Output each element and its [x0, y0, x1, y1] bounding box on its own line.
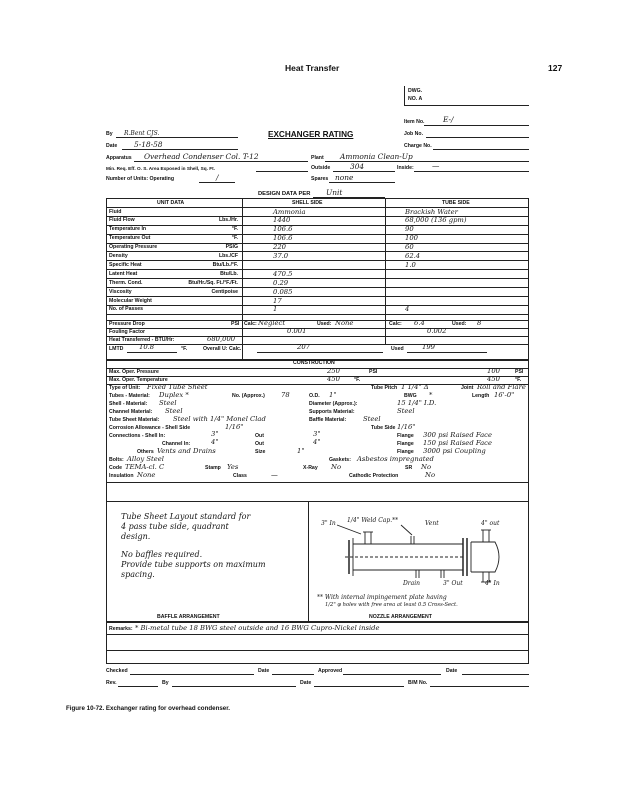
col-tube-side: TUBE SIDE [442, 200, 470, 206]
row-unit: °F. [231, 226, 238, 233]
bolts-value: Alloy Steel [127, 455, 164, 463]
conn-ch-in: 4" [211, 438, 219, 446]
max-press-tube: 100 [487, 367, 500, 375]
design-row [107, 261, 528, 270]
channel-value: Steel [165, 407, 183, 415]
channel-label: Channel Material: [109, 409, 153, 415]
units-label: Number of Units: Operating [106, 176, 175, 182]
design-row [107, 244, 528, 253]
flange1-label: Flange [397, 433, 414, 439]
tube-calc-value: 6.4 [414, 319, 425, 327]
tsheet-value: Steel with 1/4" Monel Clad [173, 415, 266, 423]
pressure-drop-label: Pressure Drop [109, 321, 145, 327]
sketch-notes [121, 512, 301, 580]
class-value: — [271, 471, 278, 479]
code-label: Code [109, 465, 122, 471]
od-label: O.D. [309, 393, 320, 399]
baffle-label: Baffle Material: [309, 417, 347, 423]
nz-4out: 4" out [481, 520, 500, 527]
max-press-shell: 250 [327, 367, 340, 375]
size-label: Size [255, 449, 266, 455]
max-temp-deg-shell: °F. [354, 377, 361, 383]
charge-label: Charge No. [404, 143, 432, 149]
row-shell-value: 0.29 [273, 278, 289, 287]
apparatus-value: Overhead Condenser Col. T-12 [144, 152, 259, 161]
overall-label: Overall U: Calc. [203, 346, 242, 352]
nz-note1: ** With internal impingement plate having [317, 594, 447, 601]
row-label: Temperature In [109, 226, 147, 233]
conn-shell-out: 3" [313, 430, 321, 438]
min-req-label: Min. Req. Eff. O. S. Area Exposed in Shell, Sq. Ft. [106, 166, 215, 171]
insul-value: None [137, 471, 156, 479]
figure-caption: Figure 10-72. Exchanger rating for overhead condenser. [66, 705, 231, 712]
units-value: / [216, 173, 219, 182]
max-temp-deg-tube: °F. [515, 377, 522, 383]
date-label: Date [106, 143, 118, 149]
design-row [107, 279, 528, 288]
nz-3out: 3" Out [443, 580, 463, 587]
design-row [107, 253, 528, 262]
baffle-caption: BAFFLE ARRANGEMENT [157, 614, 220, 620]
type-label: Type of Unit: [109, 385, 141, 391]
overall-used-label: Used [391, 346, 404, 352]
item-value: E-/ [443, 115, 454, 124]
row-shell-value: 220 [273, 243, 286, 252]
plant-label: Plant [311, 155, 324, 161]
conn-ch-out-label: Out [255, 441, 264, 447]
bwg-label: BWG [404, 393, 417, 399]
nz-vent: Vent [425, 520, 439, 527]
row-shell-value: 0.085 [273, 287, 293, 296]
row-unit: PSIG [225, 244, 238, 251]
row-unit: Centipoise [211, 288, 238, 295]
col-shell-side: SHELL SIDE [292, 200, 323, 206]
nz-note2: 1/2" φ holes with free area at least 0.5 Cross-Sect. [325, 602, 458, 608]
design-title: DESIGN DATA PER [258, 191, 311, 197]
bm-label: B/M No. [408, 680, 428, 686]
plant-value: Ammonia Clean-Up [340, 152, 413, 161]
row-shell-value: 1440 [273, 216, 291, 225]
row-shell-value: 1 [273, 305, 278, 314]
construction-section [106, 360, 529, 502]
overall-calc-value: 207 [297, 343, 310, 351]
design-row [107, 306, 528, 315]
max-temp-tube: 450 [487, 375, 500, 383]
spares-value: none [335, 173, 354, 182]
row-shell-value: 17 [273, 296, 282, 305]
job-label: Job No. [404, 131, 424, 137]
sketch-area [106, 502, 529, 622]
length-label: Length [472, 393, 490, 399]
row-label: Fluid Flow [109, 217, 135, 224]
row-label: Temperature Out [109, 235, 151, 242]
row-tube-value: 100 [405, 234, 418, 243]
tubeside-label: Tube Side [371, 425, 396, 431]
row-label: Specific Heat [109, 261, 142, 268]
design-row [107, 226, 528, 235]
note-line: 4 pass tube side, quadrant [121, 522, 229, 531]
code-value: TEMA-cl. C [125, 463, 165, 471]
lmtd-unit: °F. [181, 346, 188, 352]
tube-used-value: 8 [477, 319, 482, 327]
tube-calc-label: Calc: [389, 321, 402, 327]
by-value: R.Bent CJS. [124, 130, 160, 137]
remarks-section [106, 622, 529, 664]
max-press-label: Max. Oper. Pressure [109, 369, 159, 375]
nozzle-caption: NOZZLE ARRANGEMENT [369, 614, 432, 620]
running-title: Heat Transfer [285, 63, 340, 73]
flange1-value: 300 psi Raised Face [423, 431, 492, 439]
design-row [107, 288, 528, 297]
flange2-value: 150 psi Raised Face [423, 439, 492, 447]
by-label: By [106, 131, 113, 137]
max-press-psi-tube: PSI [515, 369, 524, 375]
row-tube-value: 68,000 (136 gpm) [405, 216, 467, 225]
gaskets-value: Asbestos impregnated [357, 455, 434, 463]
supports-label: Supports Material: [309, 409, 355, 415]
tubes-no-label: No. (Approx.) [232, 393, 265, 399]
dia-value: 15 1/4" I.D. [397, 399, 437, 407]
remarks-label: Remarks: [109, 626, 133, 632]
dwg-box [404, 86, 529, 106]
sr-label: SR [405, 465, 413, 471]
row-label: No. of Passes [109, 306, 144, 313]
row-shell-value: 37.0 [273, 252, 289, 260]
dia-label: Diameter (Approx.): [309, 401, 358, 407]
inside-label: Inside: [397, 165, 414, 171]
gaskets-label: Gaskets: [329, 457, 351, 463]
baffle-value: Steel [363, 415, 381, 423]
bolts-label: Bolts: [109, 457, 124, 463]
approved-label: Approved [318, 668, 343, 674]
row-unit: Btu/Lb. [220, 270, 238, 277]
row-tube-value: 62.4 [405, 252, 421, 260]
tube-fouling-value: 0.002 [427, 327, 447, 335]
design-data-table [106, 198, 529, 360]
date-value: 5-18-58 [134, 140, 163, 149]
checked-label: Checked [106, 668, 128, 674]
lmtd-value: 10.8 [139, 343, 155, 351]
row-label: Fluid [109, 208, 122, 215]
corr-shell: 1/16" [225, 423, 244, 431]
shell-used-label: Used: [317, 321, 332, 327]
flange2-label: Flange [397, 441, 414, 447]
class-label: Class [233, 473, 247, 479]
joint-label: Joint [461, 385, 474, 391]
design-row [107, 297, 528, 306]
row-tube-value: 4 [405, 305, 410, 314]
lmtd-label: LMTD [109, 346, 124, 352]
nz-weldcap: 1/4" Weld Cap.** [347, 517, 399, 524]
flange3-value: 3000 psi Coupling [423, 447, 486, 455]
checked-date-label: Date [258, 668, 270, 674]
insul-label: Insulation [109, 473, 134, 479]
col-unit-data: UNIT DATA [157, 200, 185, 206]
flange3-label: Flange [397, 449, 414, 455]
row-shell-value: 106.6 [273, 225, 293, 234]
rev-by-label: By [162, 680, 169, 686]
design-title-value: Unit [326, 188, 343, 197]
outside-label: Outside [311, 165, 331, 171]
row-shell-value: 106.6 [273, 234, 293, 243]
row-label: Latent Heat [109, 270, 138, 277]
type-value: Fixed Tube Sheet [147, 383, 208, 391]
size-value: 1" [297, 447, 305, 455]
shell-mat-value: Steel [159, 399, 177, 407]
note-line: spacing. [121, 570, 155, 579]
tubes-label: Tubes - Material: [109, 393, 150, 399]
nz-4in: 4" In [485, 580, 500, 587]
rev-label: Rev. [106, 680, 117, 686]
supports-value: Steel [397, 407, 415, 415]
others-label: Others [137, 449, 154, 455]
row-tube-value: 90 [405, 225, 414, 234]
max-press-psi-shell: PSI [369, 369, 378, 375]
inside-value: — [432, 161, 440, 170]
note-line: No baffles required. [121, 550, 203, 559]
row-label: Density [109, 253, 128, 259]
bwg-value: * [429, 391, 433, 399]
tube-used-label: Used: [452, 321, 467, 327]
conn-out-label: Out [255, 433, 264, 439]
shell-used-value: None [335, 319, 354, 327]
cathodic-value: No [425, 471, 436, 479]
sr-value: No [421, 463, 432, 471]
nz-3in: 3" In [321, 520, 336, 527]
conn-shell-in: 3" [211, 430, 219, 438]
row-label: Therm. Cond. [109, 279, 143, 286]
dwg-label: DWG. [408, 88, 423, 94]
page-number: 127 [548, 63, 563, 73]
item-label: Item No. [404, 119, 425, 125]
overall-used-value: 199 [422, 343, 435, 351]
row-tube-value: 1.0 [405, 260, 416, 269]
joint-value: Roll and Flare [477, 383, 526, 391]
shell-fouling-value: 0.001 [287, 327, 307, 335]
construction-title: CONSTRUCTION [293, 360, 335, 366]
approved-date-label: Date [446, 668, 458, 674]
note-line: design. [121, 532, 151, 541]
stamp-label: Stamp [205, 465, 221, 471]
remarks-value: * Bi-metal tube 18 BWG steel outside and 16 BWG Cupro-Nickel inside [135, 624, 380, 632]
dwg-no-label: NO. A [408, 96, 423, 102]
heat-label: Heat Transferred - BTU/Hr: [109, 337, 175, 343]
nz-drain: Drain [403, 580, 421, 587]
row-tube-value: Brackish Water [405, 207, 458, 216]
xray-value: No [331, 463, 342, 471]
rev-date-label: Date [300, 680, 312, 686]
others-value: Vents and Drains [157, 447, 216, 455]
max-temp-label: Max. Oper. Temperature [109, 377, 168, 383]
shell-mat-label: Shell - Material: [109, 401, 148, 407]
pitch-value: 1 1/4" Δ [401, 383, 429, 391]
fouling-label: Fouling Factor [109, 329, 146, 335]
row-label: Molecular Weight [109, 297, 152, 304]
apparatus-label: Apparatus [106, 155, 132, 161]
conn-label: Connections - Shell In: [109, 433, 166, 439]
stamp-value: Yes [227, 463, 239, 471]
xray-label: X-Ray [303, 465, 318, 471]
heat-value: 680,000 [207, 335, 236, 343]
row-tube-value: 60 [405, 243, 414, 252]
note-line: Tube Sheet Layout standard for [121, 512, 251, 521]
max-temp-shell: 450 [327, 375, 340, 383]
tsheet-label: Tube Sheet Material: [109, 417, 160, 423]
design-row [107, 235, 528, 244]
row-shell-value: Ammonia [273, 207, 306, 216]
od-value: 1" [329, 391, 337, 399]
row-unit: Btu/Hr./Sq. Ft./°F./Ft. [188, 279, 238, 286]
shell-calc-value: Neglect [258, 319, 286, 327]
tubes-value: Duplex * [159, 391, 189, 399]
outside-value: 304 [350, 162, 365, 171]
row-unit: Lbs./CF [218, 253, 238, 259]
corr-tube: 1/16" [397, 423, 416, 431]
tubes-no-value: 78 [281, 391, 290, 399]
shell-calc-label: Calc: [244, 321, 257, 327]
conn-ch-out: 4" [313, 438, 321, 446]
row-label: Viscosity [109, 288, 132, 295]
row-unit: Lbs./Hr. [218, 217, 238, 224]
row-shell-value: 470.5 [273, 269, 293, 278]
row-unit: °F. [231, 235, 238, 242]
chin-label: Channel In: [162, 441, 191, 447]
length-value: 16'-0" [494, 391, 515, 399]
cathodic-label: Cathodic Protection [349, 473, 399, 479]
row-unit: Btu/Lb./°F. [212, 261, 238, 268]
pressure-drop-unit: PSI [231, 321, 240, 327]
row-label: Operating Pressure [109, 244, 158, 251]
pitch-label: Tube Pitch [371, 385, 398, 391]
spares-label: Spares [311, 176, 329, 182]
form-title: EXCHANGER RATING [268, 130, 354, 139]
note-line: Provide tube supports on maximum [121, 560, 266, 569]
corr-label: Corrosion Allowance - Shell Side [109, 425, 191, 431]
design-row [107, 270, 528, 279]
design-row [107, 217, 528, 226]
